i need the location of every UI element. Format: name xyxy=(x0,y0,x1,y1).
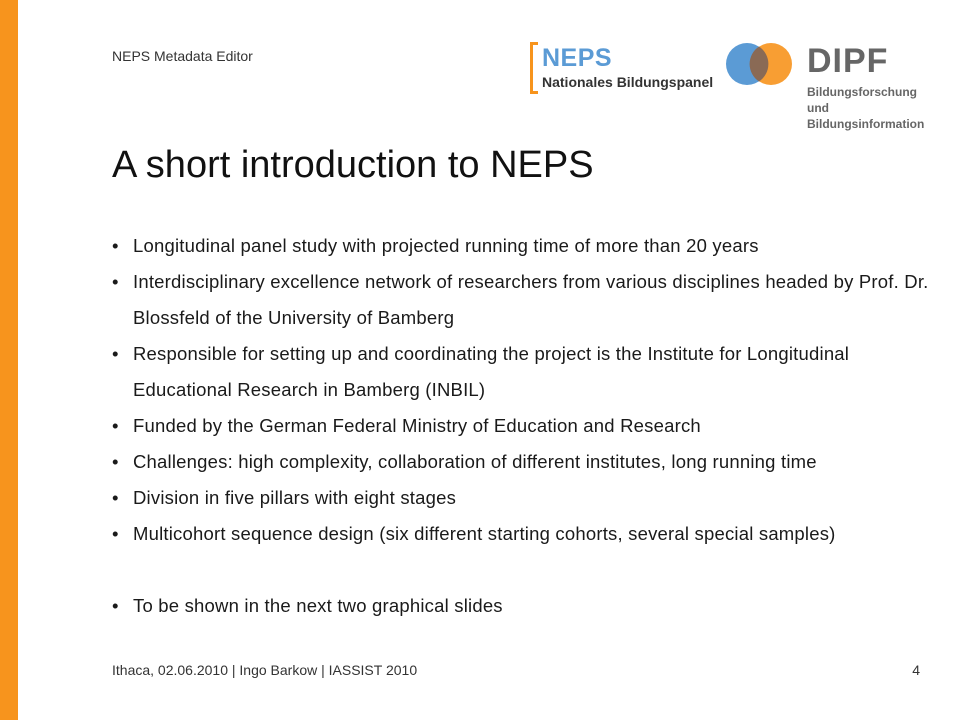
slide-title: A short introduction to NEPS xyxy=(112,144,594,186)
bullet-icon: • xyxy=(112,487,119,508)
dipf-logo-tagline xyxy=(807,84,940,132)
bullet-text: To be shown in the next two graphical slides xyxy=(133,595,503,616)
bullet-icon: • xyxy=(112,415,119,436)
dipf-logo-name: DIPF xyxy=(807,42,889,80)
bullet-item xyxy=(112,408,932,444)
dipf-tagline-line-2: und Bildungsinformation xyxy=(807,101,925,131)
dipf-tagline-line-1: Bildungsforschung xyxy=(807,85,917,99)
bullet-icon: • xyxy=(112,595,119,616)
bullet-icon: • xyxy=(112,523,119,544)
bullet-text: Multicohort sequence design (six different starting cohorts, several special samples) xyxy=(133,523,836,544)
bullet-item xyxy=(112,588,932,624)
bullet-text: Division in five pillars with eight stages xyxy=(133,487,457,508)
neps-logo xyxy=(530,42,720,98)
bullet-item xyxy=(112,480,932,516)
bullet-list xyxy=(112,228,932,624)
bullet-item xyxy=(112,444,932,480)
neps-logo-subtitle: Nationales Bildungspanel xyxy=(542,74,714,90)
page-number: 4 xyxy=(912,662,920,678)
bullet-item xyxy=(112,264,932,336)
header-label: NEPS Metadata Editor xyxy=(112,48,253,64)
bullet-text: Responsible for setting up and coordinating the project is the Institute for Longitudinal Educational Research in Bamberg (INBIL) xyxy=(133,343,850,400)
bullet-text: Interdisciplinary excellence network of researchers from various disciplines headed by Prof. Dr. Blossfeld of the University of Bamberg xyxy=(133,271,929,328)
bullet-icon: • xyxy=(112,235,119,256)
bullet-item xyxy=(112,336,932,408)
footer-text: Ithaca, 02.06.2010 | Ingo Barkow | IASSIST 2010 xyxy=(112,662,418,678)
bullet-item xyxy=(112,516,932,552)
neps-logo-name: NEPS xyxy=(542,44,613,72)
dipf-circles-icon xyxy=(725,42,795,86)
bullet-item xyxy=(112,228,932,264)
bullet-text: Funded by the German Federal Ministry of Education and Research xyxy=(133,415,701,436)
neps-bracket-icon xyxy=(530,42,538,94)
bullet-text: Longitudinal panel study with projected running time of more than 20 years xyxy=(133,235,759,256)
accent-sidebar xyxy=(0,0,18,720)
bullet-icon: • xyxy=(112,271,119,292)
bullet-icon: • xyxy=(112,451,119,472)
bullet-icon: • xyxy=(112,343,119,364)
bullet-text: Challenges: high complexity, collaboration of different institutes, long running time xyxy=(133,451,817,472)
dipf-logo xyxy=(725,40,940,131)
